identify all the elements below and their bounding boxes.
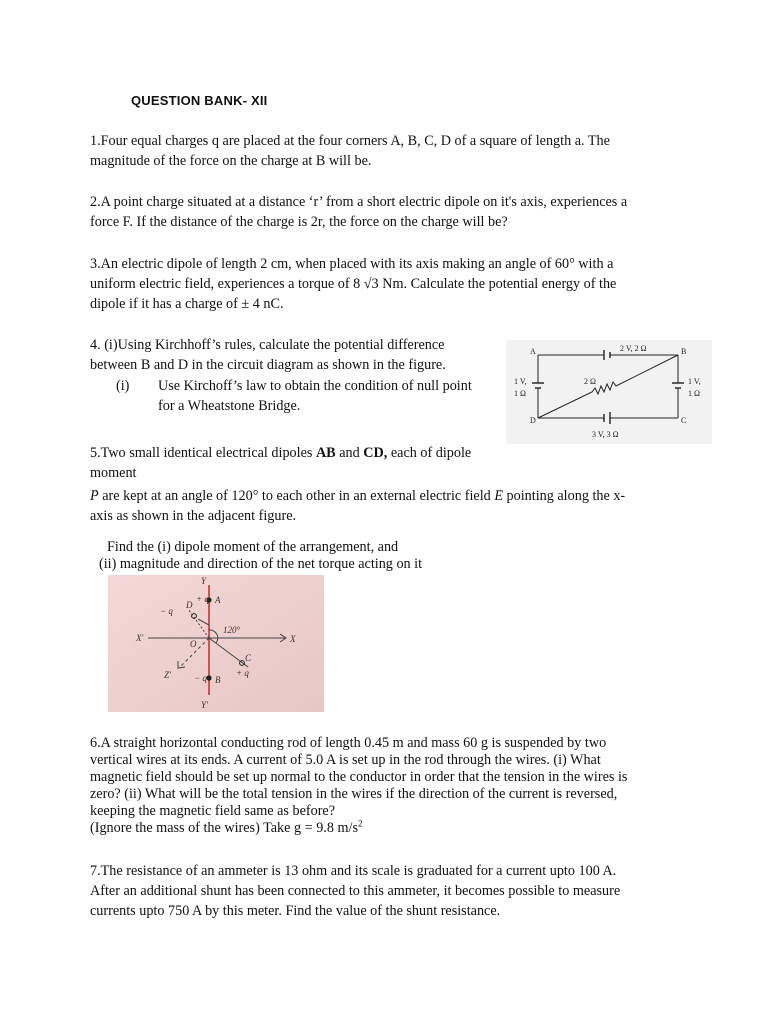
question-4-sub-line-2: for a Wheatstone Bridge. [158,398,301,414]
question-5-dipole-cd: CD, [363,445,388,461]
question-6-line-6 [90,820,627,837]
question-7-line-2: After an additional shunt has been connected to this ammeter, it becomes possible to measure [90,883,621,899]
circuit-node-a: A [530,347,536,356]
label-z: Z' [164,670,171,680]
question-6 [90,735,627,837]
page-title: QUESTION BANK- XII [131,93,268,108]
question-5-text-b: each of dipole [387,445,472,461]
question-7-line-1: 7.The resistance of an ammeter is 13 ohm and its scale is graduated for a current upto 100 A. [90,863,617,879]
question-5-find-2: (ii) magnitude and direction of the net torque acting on it [99,556,423,572]
circuit-label-left-battery-v: 1 V, [514,377,527,386]
label-charge-b: − q [194,673,207,683]
label-point-d: D [186,600,193,610]
label-origin: O [190,639,197,649]
question-2 [90,192,627,232]
question-6-line-4: zero? (ii) What will be the total tension in the wires if the direction of the current is reversed, [90,786,618,802]
question-5-text-and: and [335,445,364,461]
circuit-label-right-battery-r: 1 Ω [688,389,700,398]
label-y-bottom: Y' [201,700,208,710]
label-point-a: A [215,595,221,605]
question-3 [90,254,616,314]
vector-p: → P [90,488,99,504]
question-4-sub-part [158,376,472,416]
question-5-text-c: are kept at an angle of 120° to each other in an external electric field [98,488,495,504]
circuit-diagonal-resistor [538,355,678,418]
question-3-line-2: uniform electric field, experiences a torque of 8 √3 Nm. Calculate the potential energy of the [90,276,617,292]
vector-e: → E [494,488,503,504]
question-4-line-2: between B and D in the circuit diagram as shown in the figure. [90,357,446,373]
label-charge-a: + q [196,594,209,604]
question-5-text-d: pointing along the x- [503,488,626,504]
question-4-line-1: 4. (i)Using Kirchhoff’s rules, calculate the potential difference [90,337,445,353]
question-4 [90,335,446,375]
label-x-right: X [290,634,296,644]
question-5-line-1 [90,443,625,463]
question-7 [90,861,620,921]
question-4-sub-marker: (i) [116,378,130,394]
question-5-find-1: Find the (i) dipole moment of the arrangement, and [107,539,399,555]
question-6-line-3: magnetic field should be set up normal to the conductor in order that the tension in the wires is [90,769,628,785]
label-point-c: C [245,653,252,663]
question-6-gravity-exponent: 2 [357,818,363,829]
circuit-label-diagonal-resistor: 2 Ω [584,377,596,386]
label-charge-d: − q [160,606,173,616]
label-charge-c: + q [236,668,249,678]
question-5-dipole-ab: AB [315,445,336,461]
circuit-diagram [506,340,712,444]
question-3-line-1: 3.An electric dipole of length 2 cm, when placed with its axis making an angle of 60° with a [90,256,614,272]
question-6-line-5: keeping the magnetic field same as before? [90,803,336,819]
circuit-node-b: B [681,347,687,356]
question-2-line-2: force F. If the distance of the charge is 2r, the force on the charge will be? [90,214,508,230]
question-5-text-a: 5.Two small identical electrical dipoles [90,445,316,461]
question-1 [90,131,610,171]
label-y-top: Y [201,576,207,586]
circuit-label-bottom-battery: 3 V, 3 Ω [592,430,619,439]
question-3-line-3: dipole if it has a charge of ± 4 nC. [90,296,284,312]
dipole-figure [108,575,324,712]
question-5 [90,443,625,526]
question-2-line-1: 2.A point charge situated at a distance ‘r’ from a short electric dipole on it's axis, experiences a [90,194,628,210]
circuit-label-left-battery-r: 1 Ω [514,389,526,398]
charge-b-dot [206,675,211,680]
circuit-label-top-battery: 2 V, 2 Ω [620,344,647,353]
question-5-line-2: moment [90,465,137,481]
question-1-line-2: magnitude of the force on the charge at B will be. [90,153,372,169]
circuit-label-right-battery-v: 1 V, [688,377,701,386]
question-7-line-3: currents upto 750 A by this meter. Find the value of the shunt resistance. [90,903,501,919]
label-point-b: B [215,675,221,685]
circuit-node-d: D [530,416,536,425]
question-6-gravity-text: (Ignore the mass of the wires) Take g = 9.8 m/s [90,820,358,836]
question-5-line-4: axis as shown in the adjacent figure. [90,508,297,524]
question-4-sub-line-1: Use Kirchoff’s law to obtain the condition of null point [158,378,472,394]
label-angle: 120° [223,625,241,635]
circuit-node-c: C [681,416,687,425]
question-6-line-1: 6.A straight horizontal conducting rod of length 0.45 m and mass 60 g is suspended by two [90,735,607,751]
question-1-line-1: 1.Four equal charges q are placed at the four corners A, B, C, D of a square of length a. The [90,133,610,149]
label-x-left: X' [136,633,144,643]
question-5-line-3 [90,486,625,506]
question-6-line-2: vertical wires at its ends. A current of 5.0 A is set up in the rod through the wires. (i) What [90,752,601,768]
